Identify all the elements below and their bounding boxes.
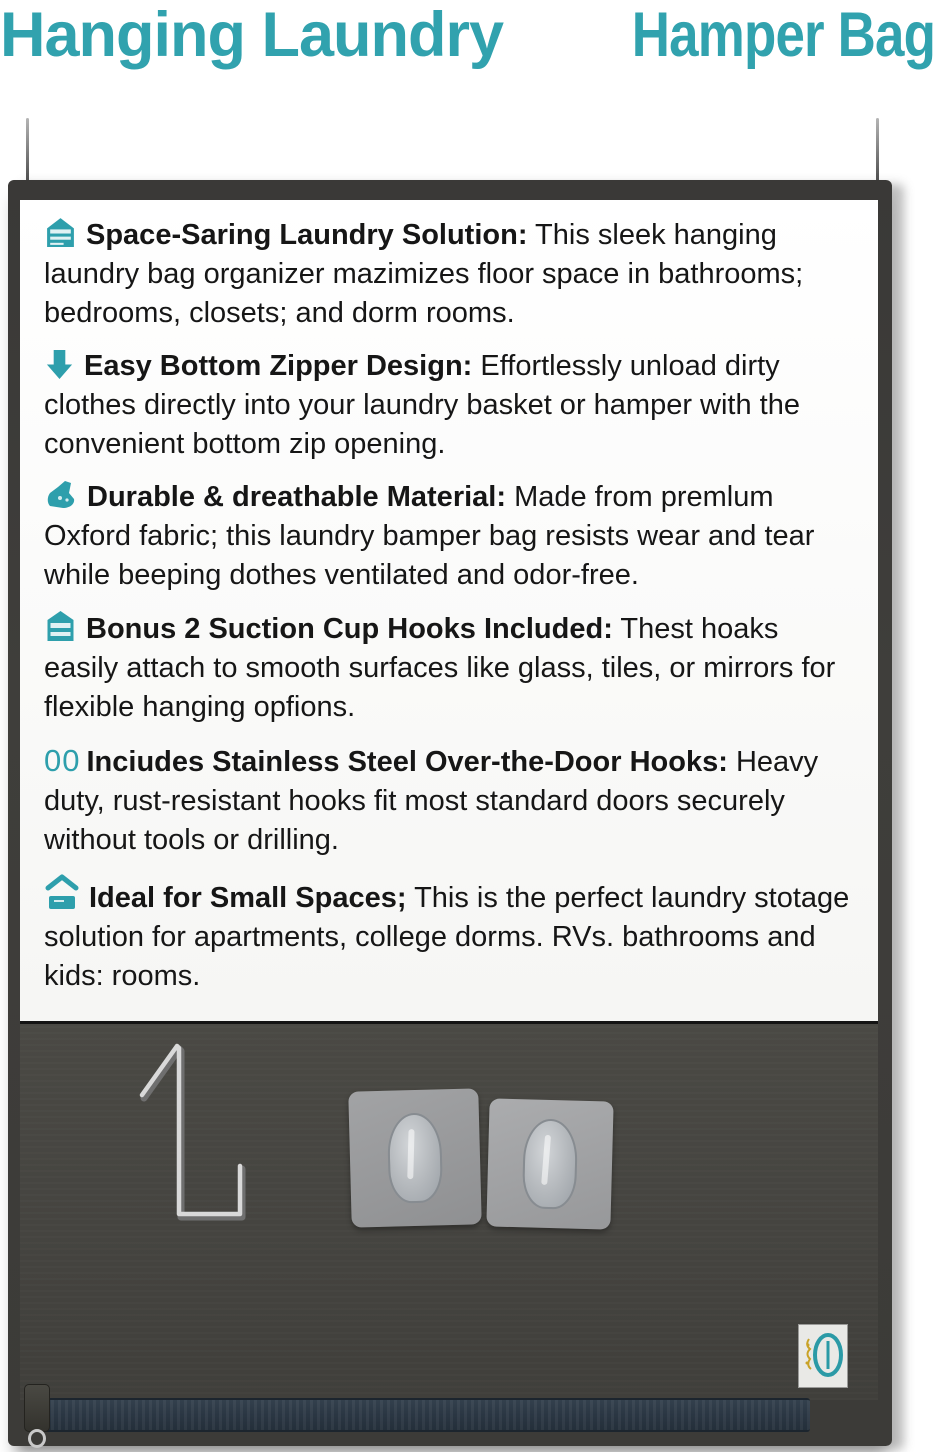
over-door-hook [120, 1040, 252, 1240]
zipper-pull [24, 1384, 50, 1432]
hanging-wire-right [876, 118, 879, 182]
feature-body: This is the perfect laundry stotage solution for apartments, college dorms. RVs. bathrooms and kids: rooms. [44, 882, 850, 992]
feature-suction-hooks [44, 609, 854, 727]
feature-space-saving [44, 216, 854, 333]
stacked-layers-icon [44, 609, 77, 643]
feature-body: Heavy duty, rust-resistant hooks fit most standard doors securely without tools or drilling. [44, 746, 819, 856]
bag-fabric-area [20, 1024, 878, 1400]
feature-door-hooks [44, 741, 854, 860]
house-icon [44, 874, 80, 912]
feature-heading: Space-Saring Laundry Solution: [86, 219, 528, 251]
double-zero-glyph: 00 [44, 743, 81, 778]
features-panel [20, 200, 878, 1024]
feature-heading: Ideal for Small Spaces; [89, 882, 407, 914]
feature-body: Effortlessly unload dirty clothes directly into your laundry basket or hamper with the convenient bottom zip opening. [44, 350, 800, 460]
down-arrow-icon [44, 347, 75, 380]
page-title [0, 0, 935, 80]
title-part-1: Hanging Laundry [0, 0, 503, 70]
feature-body: This sleek hanging laundry bag organizer mazimizes floor space in bathrooms; bedrooms, closets; and dorm rooms. [44, 219, 804, 329]
feature-heading: Easy Bottom Zipper Design: [84, 350, 473, 382]
feature-small-spaces [44, 874, 854, 996]
hamper-bag-photo [8, 180, 892, 1446]
feature-durable-material [44, 478, 854, 595]
adhesive-hook-pad [486, 1098, 613, 1229]
hanging-wire-left [26, 118, 29, 182]
feature-body: Thest hoaks easily attach to smooth surfaces like glass, tiles, or mirrors for flexible hanging opfions. [44, 613, 836, 723]
adhesive-hook-pad [348, 1088, 482, 1227]
feature-heading: Inciudes Stainless Steel Over-the-Door Hooks: [86, 746, 728, 778]
suction-cup-hook [522, 1118, 578, 1209]
title-part-2: Hamper Bag [631, 0, 935, 70]
feature-bottom-zipper [44, 347, 854, 464]
feature-heading: Bonus 2 Suction Cup Hooks Included: [86, 613, 613, 645]
suction-cup-hook [387, 1112, 443, 1203]
laundry-basket-icon [44, 216, 77, 249]
zipper-pull-loop [28, 1429, 46, 1448]
brand-tag [798, 1324, 848, 1388]
feature-heading: Durable & dreathable Material: [87, 481, 507, 513]
muscle-arm-icon [44, 479, 78, 511]
bottom-zipper-strip [30, 1398, 810, 1432]
feature-body: Made from premlum Oxford fabric; this laundry bamper bag resists wear and tear while beeping dothes ventilated and odor-free. [44, 481, 815, 591]
